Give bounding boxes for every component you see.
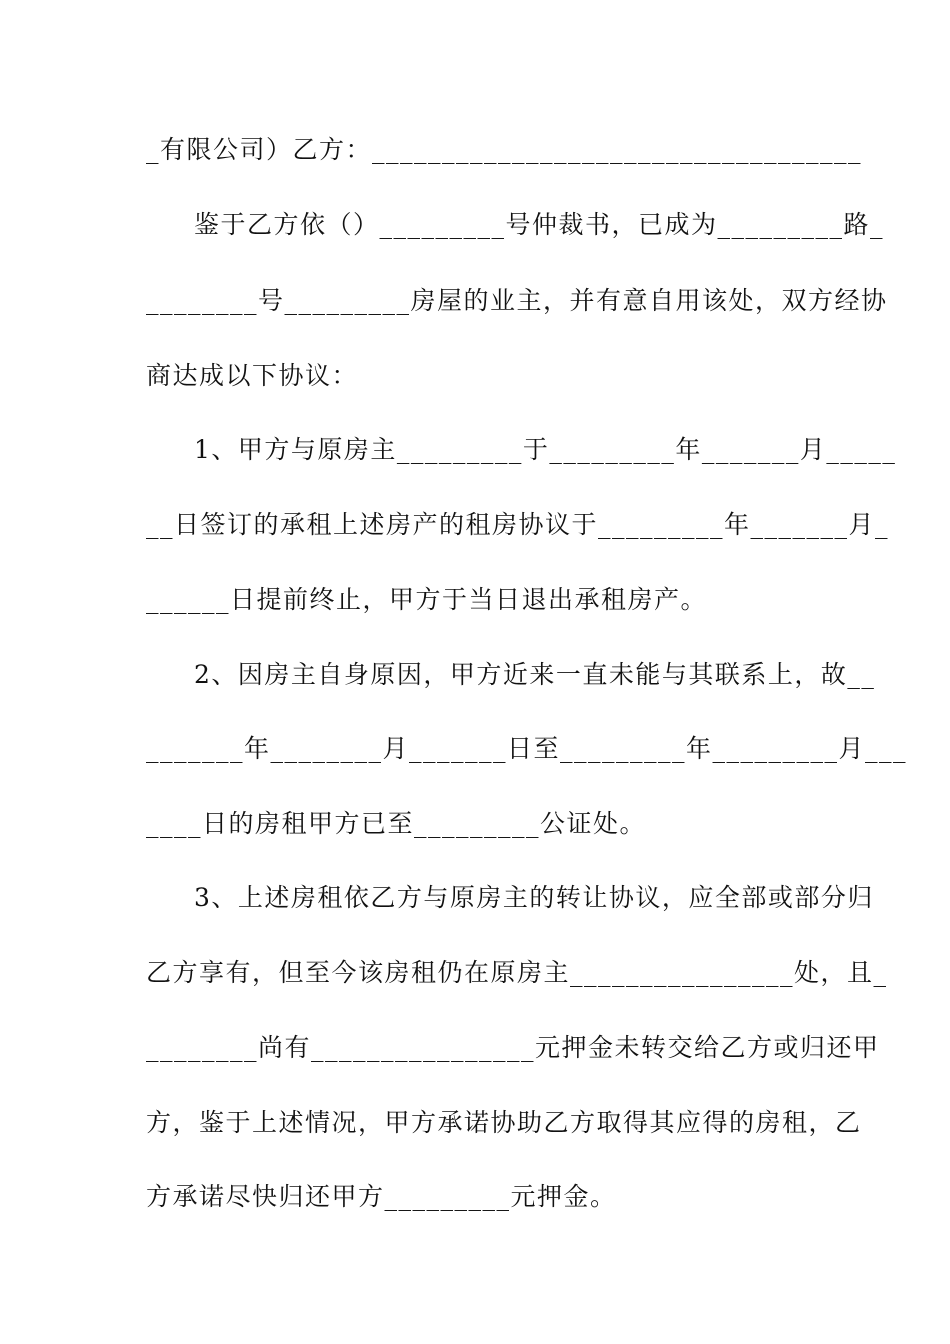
text-line: 商达成以下协议： bbox=[146, 361, 359, 390]
clause-2-line: 2、因房主自身原因，甲方近来一直未能与其联系上，故__ bbox=[194, 660, 876, 689]
clause-1-line: 1、甲方与原房主_________于_________年_______月_____ bbox=[194, 435, 897, 464]
clause-3-line: 3、上述房租依乙方与原房主的转让协议，应全部或部分归 bbox=[194, 883, 874, 912]
text-line: ________尚有________________元押金未转交给乙方或归还甲 bbox=[146, 1033, 880, 1062]
text-line: _有限公司）乙方：___________________________________ bbox=[146, 135, 863, 164]
text-line: 方，鉴于上述情况，甲方承诺协助乙方取得其应得的房租，乙 bbox=[146, 1108, 862, 1137]
text-line: 乙方享有，但至今该房租仍在原房主________________处，且_ bbox=[146, 958, 888, 987]
text-line: 方承诺尽快归还甲方_________元押金。 bbox=[146, 1182, 617, 1211]
text-line: _______年________月_______日至_________年_________月___ bbox=[146, 734, 908, 763]
text-line: ________号_________房屋的业主，并有意自用该处，双方经协 bbox=[146, 286, 888, 315]
text-line: 鉴于乙方依（）_________号仲裁书，已成为_________路_ bbox=[194, 210, 885, 239]
text-line: ____日的房租甲方已至_________公证处。 bbox=[146, 809, 647, 838]
text-line: __日签订的承租上述房产的租房协议于_________年_______月_ bbox=[146, 510, 890, 539]
text-line: ______日提前终止，甲方于当日退出承租房产。 bbox=[146, 585, 708, 614]
